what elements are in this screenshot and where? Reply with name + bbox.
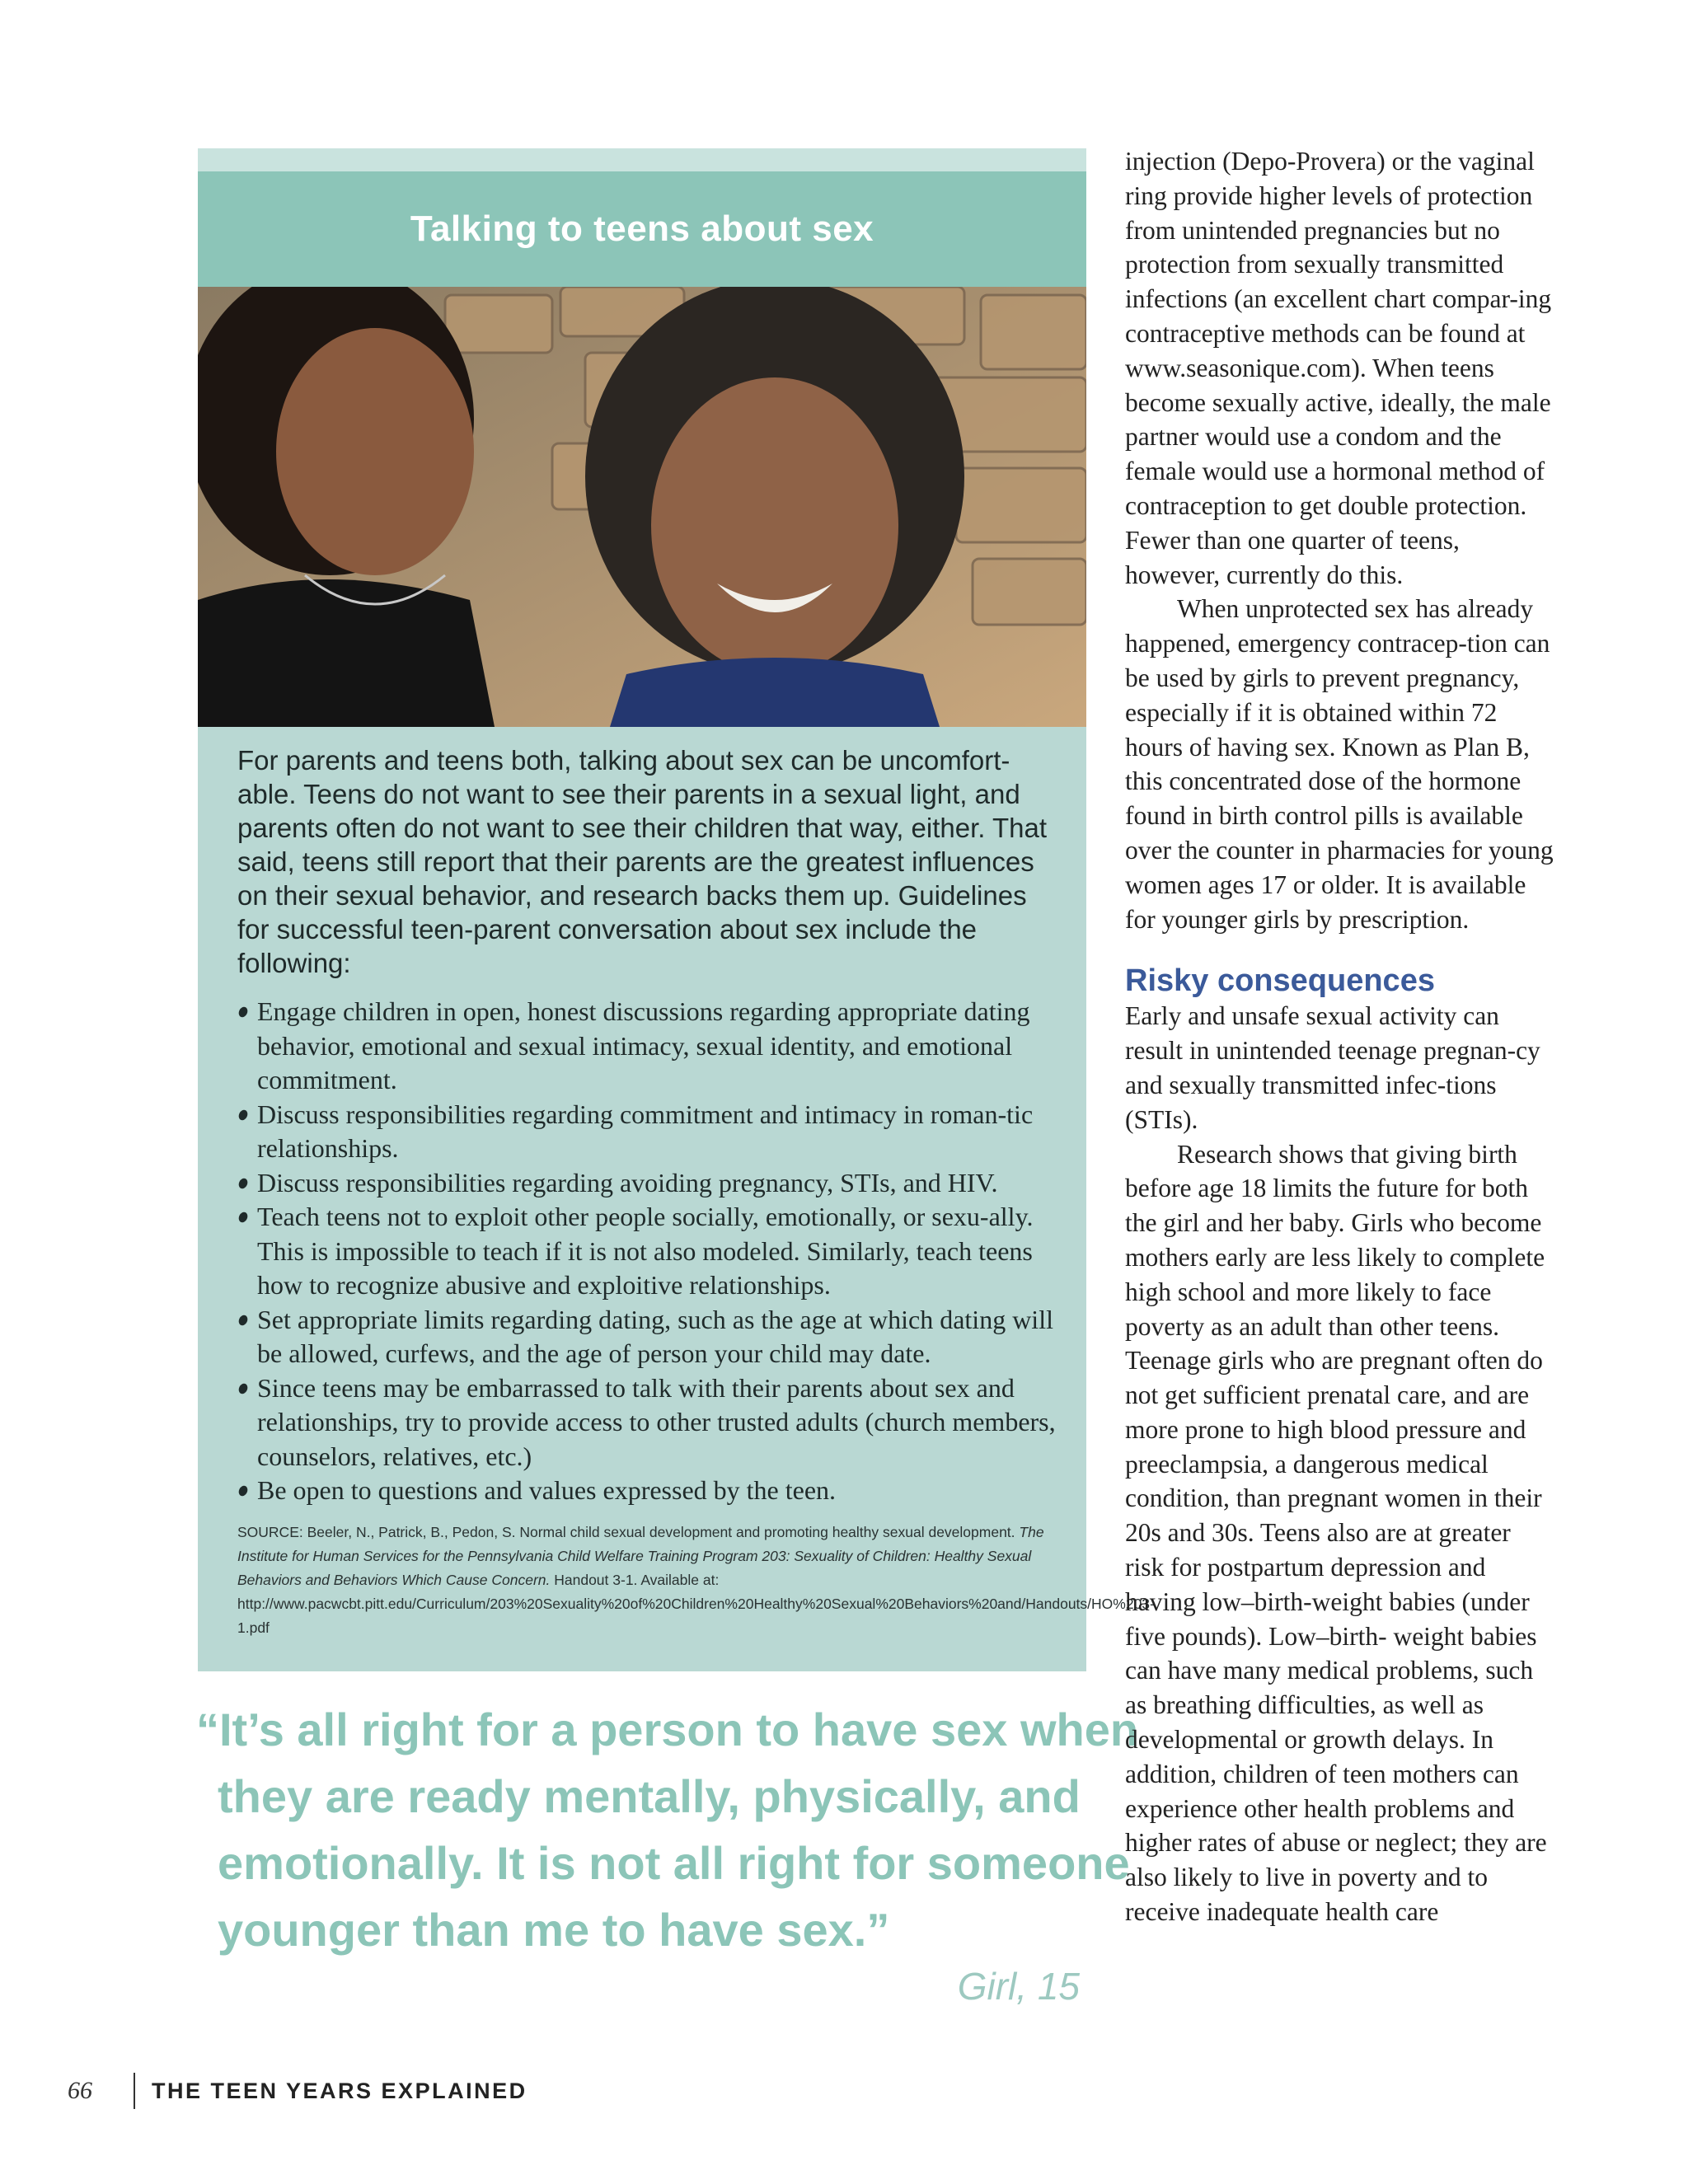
pull-quote-line: emotionally. It is not all right for someone <box>218 1837 1130 1889</box>
list-item: Set appropriate limits regarding dating, such as the age at which dating will be allowed, curfews, and the age of person your child may date. <box>237 1303 1070 1371</box>
photo-mother-daughter <box>198 287 1086 727</box>
bullet-icon <box>237 1177 249 1190</box>
sidebar-intro: For parents and teens both, talking about sex can be uncomfort-able. Teens do not want to see their parents in a sexual light, and parents often do not want to see their children that way, either. That said, teens still report that their parents are the greatest influences on their sexual behavior, and research backs them up. Guidelines for successful teen-parent conversation about sex include the following: <box>237 745 1048 978</box>
sidebar-title: Talking to teens about sex <box>410 209 874 249</box>
section-heading: Risky consequences <box>1125 963 1435 999</box>
bullet-icon <box>237 1382 249 1395</box>
bullet-icon <box>237 1314 249 1327</box>
bullet-icon <box>237 1005 249 1019</box>
source-citation: SOURCE: Beeler, N., Patrick, B., Pedon, S. Normal child sexual development and promoting healthy sexual development. The Institute for Human Services for the Pennsylvania Child Welfare Training Program 203: Sexuality of Children: Healthy Sexual Behaviors and Behaviors Which Cause Concern. Handout 3-1. Available at: http://www.pacwcbt.pitt.edu/Curriculum/203%20Sexuality%20of%20Children%20Healthy%20Sexual%20Behaviors%20and/Handouts/HO%203-1.pdf <box>237 1524 1155 1636</box>
bullet-icon <box>237 1484 249 1497</box>
photo-illustration <box>198 287 1086 727</box>
sidebar-top-band <box>198 148 1086 171</box>
list-item: Be open to questions and values expressed by the teen. <box>237 1474 1070 1508</box>
bullet-icon <box>237 1108 249 1122</box>
pull-quote-line: younger than me to have sex.” <box>218 1904 890 1956</box>
body-paragraph: When unprotected sex has already happened, emergency contracep-tion can be used by girls to prevent pregnancy, especially if it is obtained within 72 hours of having sex. Known as Plan B, this concentrated dose of the hormone found in birth control pills is available over the counter in pharmacies for young women ages 17 or older. It is available for younger girls by prescription. <box>1125 594 1554 934</box>
list-item: Engage children in open, honest discussions regarding appropriate dating behavior, emotional and sexual intimacy, sexual identity, and emotional commitment. <box>237 995 1070 1098</box>
body-paragraph: Research shows that giving birth before age 18 limits the future for both the girl and her baby. Girls who become mothers early are less likely to complete high school and more likely to face poverty as an adult than other teens. Teenage girls who are pregnant often do not get sufficient prenatal care, and are more prone to high blood pressure and preeclampsia, a dangerous medical condition, than pregnant women in their 20s and 30s. Teens also are at greater risk for postpartum depression and having low–birth-weight babies (under five pounds). Low–birth- weight babies can have many medical problems, such as breathing difficulties, as well as developmental or growth delays. In addition, children of teen mothers can experience other health problems and higher rates of abuse or neglect; they are also likely to live in poverty and to receive inadequate health care <box>1125 1139 1547 1927</box>
list-item: Discuss responsibilities regarding commitment and intimacy in roman-tic relationships. <box>237 1098 1070 1166</box>
pull-quote-line: “It’s all right for a person to have sex when <box>196 1704 1139 1755</box>
list-item: Teach teens not to exploit other people socially, emotionally, or sexu-ally. This is impossible to teach if it is not also modeled. Similarly, teach teens how to recognize abusive and exploitive relationships. <box>237 1200 1070 1303</box>
footer-divider <box>134 2073 135 2109</box>
pull-quote-line: they are ready mentally, physically, and <box>218 1770 1081 1822</box>
body-column <box>1125 144 1554 1929</box>
sidebar-header <box>198 171 1086 287</box>
guidelines-list <box>237 995 1070 1508</box>
page-number: 66 <box>68 2077 92 2104</box>
page-footer <box>68 2073 528 2109</box>
pull-quote <box>196 1696 1139 1963</box>
sidebar-box <box>198 148 1155 1671</box>
quote-attribution: Girl, 15 <box>957 1965 1080 2008</box>
bullet-icon <box>237 1211 249 1224</box>
running-head: THE TEEN YEARS EXPLAINED <box>152 2078 528 2103</box>
body-paragraph: Early and unsafe sexual activity can result in unintended teenage pregnan-cy and sexually transmitted infec-tions (STIs). <box>1125 1001 1540 1134</box>
list-item: Discuss responsibilities regarding avoiding pregnancy, STIs, and HIV. <box>237 1166 1070 1201</box>
body-paragraph: injection (Depo-Provera) or the vaginal ring provide higher levels of protection from unintended pregnancies but no protection from sexually transmitted infections (an excellent chart compar-ing contraceptive methods can be found at www.seasonique.com). When teens become sexually active, ideally, the male partner would use a condom and the female would use a hormonal method of contraception to get double protection. Fewer than one quarter of teens, however, currently do this. <box>1125 147 1552 589</box>
list-item: Since teens may be embarrassed to talk with their parents about sex and relationships, try to provide access to other trusted adults (church members, counselors, relatives, etc.) <box>237 1371 1070 1474</box>
